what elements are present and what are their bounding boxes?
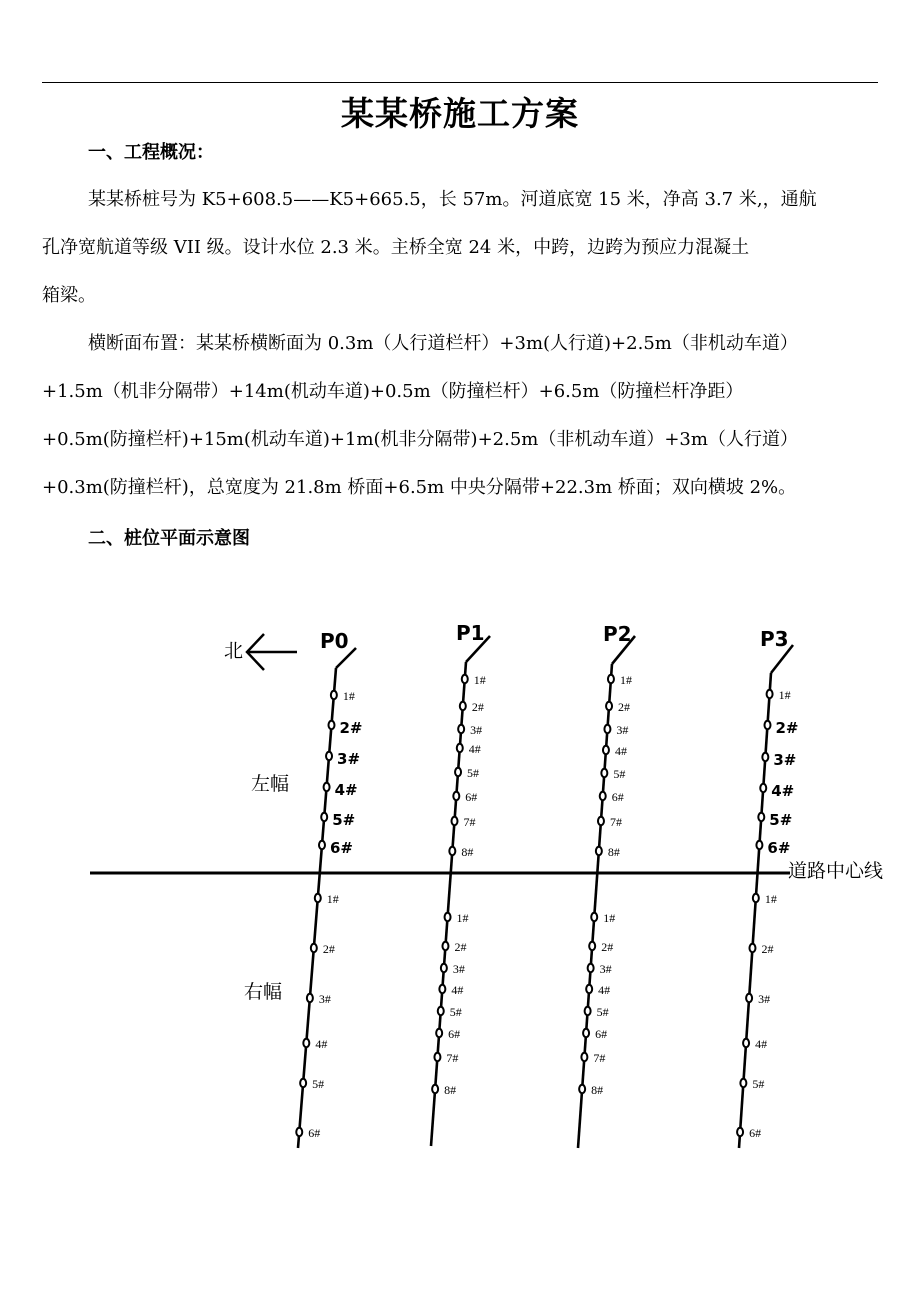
pile-marker — [328, 721, 334, 729]
pile-marker — [311, 944, 317, 952]
pile-marker — [737, 1128, 743, 1136]
pile-marker — [579, 1085, 585, 1093]
pile-label: 8# — [607, 845, 620, 859]
pile-marker — [319, 841, 325, 849]
pile-marker — [449, 847, 455, 855]
pile-label: 8# — [591, 1083, 604, 1097]
pile-marker — [296, 1128, 302, 1136]
pile-marker — [441, 964, 447, 972]
pile-marker — [762, 753, 768, 761]
pile-marker — [589, 942, 595, 950]
pile-marker — [436, 1029, 442, 1037]
pile-label: 6# — [767, 839, 791, 857]
pile-label: 6# — [749, 1126, 762, 1140]
pier-label: P2 — [603, 622, 632, 646]
pile-marker — [438, 1007, 444, 1015]
pier-label: P0 — [320, 629, 349, 653]
pile-marker — [604, 725, 610, 733]
pile-marker — [588, 964, 594, 972]
pile-marker — [458, 725, 464, 733]
centerline-label: 道路中心线 — [788, 861, 884, 882]
pile-label: 3# — [758, 992, 771, 1006]
pile-marker — [585, 1007, 591, 1015]
section-heading-pile-plan: 二、桩位平面示意图 — [88, 528, 250, 549]
cross-section-line-2: +1.5m（机非分隔带）+14m(机动车道)+0.5m（防撞栏杆）+6.5m（防撞栏杆净距） — [42, 381, 744, 402]
overview-line-2: 孔净宽航道等级 VII 级。设计水位 2.3 米。主桥全宽 24 米，中跨，边跨为预应力混凝土 — [42, 237, 750, 258]
overview-line-3: 箱梁。 — [42, 285, 96, 306]
pile-marker — [453, 792, 459, 800]
pier-label: P1 — [456, 621, 485, 645]
pile-label: 6# — [465, 790, 478, 804]
pile-marker — [758, 813, 764, 821]
pile-label: 3# — [452, 962, 465, 976]
pile-marker — [743, 1039, 749, 1047]
pile-label: 2# — [454, 940, 467, 954]
pile-marker — [760, 784, 766, 792]
pile-label: 3# — [616, 723, 629, 737]
pile-label: 4# — [614, 744, 627, 758]
pile-label: 6# — [308, 1126, 321, 1140]
pile-label: 7# — [609, 815, 622, 829]
pile-label: 3# — [773, 751, 797, 769]
pile-marker — [581, 1053, 587, 1061]
pile-marker — [462, 675, 468, 683]
pile-marker — [303, 1039, 309, 1047]
pile-marker — [331, 691, 337, 699]
pier-p1 — [431, 621, 490, 1146]
pier-p2 — [578, 622, 635, 1148]
pile-label: 3# — [337, 750, 361, 768]
pile-marker — [315, 894, 321, 902]
pile-label: 5# — [596, 1005, 609, 1019]
north-arrow-icon — [247, 634, 297, 670]
pile-label: 8# — [461, 845, 474, 859]
pile-label: 3# — [470, 723, 483, 737]
pile-label: 1# — [473, 673, 486, 687]
pile-marker — [749, 944, 755, 952]
pile-label: 2# — [471, 700, 484, 714]
pile-label: 7# — [446, 1051, 459, 1065]
pile-label: 3# — [318, 992, 331, 1006]
pile-label: 5# — [752, 1077, 765, 1091]
pile-marker — [603, 746, 609, 754]
pile-label: 3# — [599, 962, 612, 976]
pile-label: 4# — [315, 1037, 328, 1051]
pile-marker — [596, 847, 602, 855]
pier-p0 — [296, 629, 362, 1148]
pile-label: 2# — [322, 942, 335, 956]
pile-label: 6# — [611, 790, 624, 804]
overview-line-1: 某某桥桩号为 K5+608.5——K5+665.5，长 57m。河道底宽 15 米，净高 3.7 米,，通航 — [88, 189, 817, 210]
pier-p3 — [737, 627, 798, 1148]
pile-marker — [442, 942, 448, 950]
pile-label: 2# — [601, 940, 614, 954]
pile-marker — [606, 702, 612, 710]
pile-label: 1# — [764, 892, 777, 906]
pile-label: 7# — [593, 1051, 606, 1065]
pile-marker — [591, 913, 597, 921]
pile-marker — [601, 769, 607, 777]
pile-label: 1# — [778, 688, 791, 702]
pile-label: 5# — [613, 767, 626, 781]
pile-label: 5# — [769, 811, 793, 829]
pile-label: 1# — [326, 892, 339, 906]
pile-label: 4# — [468, 742, 481, 756]
pile-marker — [764, 721, 770, 729]
pier-axis-line — [578, 664, 612, 1148]
pile-label: 4# — [755, 1037, 768, 1051]
pile-marker — [321, 813, 327, 821]
pile-label: 6# — [329, 839, 354, 857]
pile-marker — [746, 994, 752, 1002]
pile-label: 5# — [467, 766, 480, 780]
pile-label: 2# — [775, 719, 799, 737]
pier-axis-line — [431, 662, 466, 1146]
pile-marker — [753, 894, 759, 902]
pile-label: 4# — [334, 781, 358, 799]
pile-marker — [460, 702, 466, 710]
pile-marker — [324, 783, 330, 791]
pile-marker — [326, 752, 332, 760]
pile-marker — [445, 913, 451, 921]
pile-marker — [586, 985, 592, 993]
section-heading-overview: 一、工程概况： — [88, 142, 214, 163]
pile-marker — [307, 994, 313, 1002]
pile-label: 2# — [618, 700, 631, 714]
pile-marker — [439, 985, 445, 993]
pile-label: 4# — [771, 782, 795, 800]
left-half-label: 左幅 — [251, 774, 290, 795]
pile-label: 7# — [463, 815, 476, 829]
pile-label: 4# — [598, 983, 611, 997]
pile-marker — [300, 1079, 306, 1087]
pile-marker — [432, 1085, 438, 1093]
pile-marker — [767, 690, 773, 698]
pile-marker — [598, 817, 604, 825]
pile-label: 5# — [332, 811, 356, 829]
pile-label: 1# — [603, 911, 616, 925]
pile-label: 1# — [456, 911, 469, 925]
pile-marker — [608, 675, 614, 683]
cross-section-line-1: 横断面布置：某某桥横断面为 0.3m（人行道栏杆）+3m(人行道)+2.5m（非机动车道） — [88, 333, 798, 354]
pile-label: 2# — [339, 719, 363, 737]
pile-marker — [740, 1079, 746, 1087]
pile-marker — [457, 744, 463, 752]
pile-marker — [583, 1029, 589, 1037]
pile-label: 6# — [595, 1027, 608, 1041]
pile-marker — [756, 841, 762, 849]
pile-marker — [452, 817, 458, 825]
cross-section-line-4: +0.3m(防撞栏杆)，总宽度为 21.8m 桥面+6.5m 中央分隔带+22.3m 桥面；双向横坡 2%。 — [42, 477, 797, 498]
north-label: 北 — [224, 641, 244, 662]
pile-label: 2# — [761, 942, 774, 956]
pile-marker — [434, 1053, 440, 1061]
pile-label: 1# — [619, 673, 632, 687]
pile-label: 4# — [451, 983, 464, 997]
pile-marker — [455, 768, 461, 776]
pile-label: 8# — [444, 1083, 457, 1097]
cross-section-line-3: +0.5m(防撞栏杆)+15m(机动车道)+1m(机非分隔带)+2.5m（非机动车道）+3m（人行道） — [42, 429, 798, 450]
pile-label: 1# — [342, 689, 355, 703]
right-half-label: 右幅 — [244, 982, 283, 1003]
pier-axis-line — [298, 668, 336, 1148]
pile-label: 6# — [448, 1027, 461, 1041]
pile-label: 5# — [312, 1077, 325, 1091]
pile-marker — [600, 792, 606, 800]
pier-label: P3 — [760, 627, 789, 651]
document-title: 某某桥施工方案 — [341, 94, 579, 133]
pile-label: 5# — [449, 1005, 462, 1019]
